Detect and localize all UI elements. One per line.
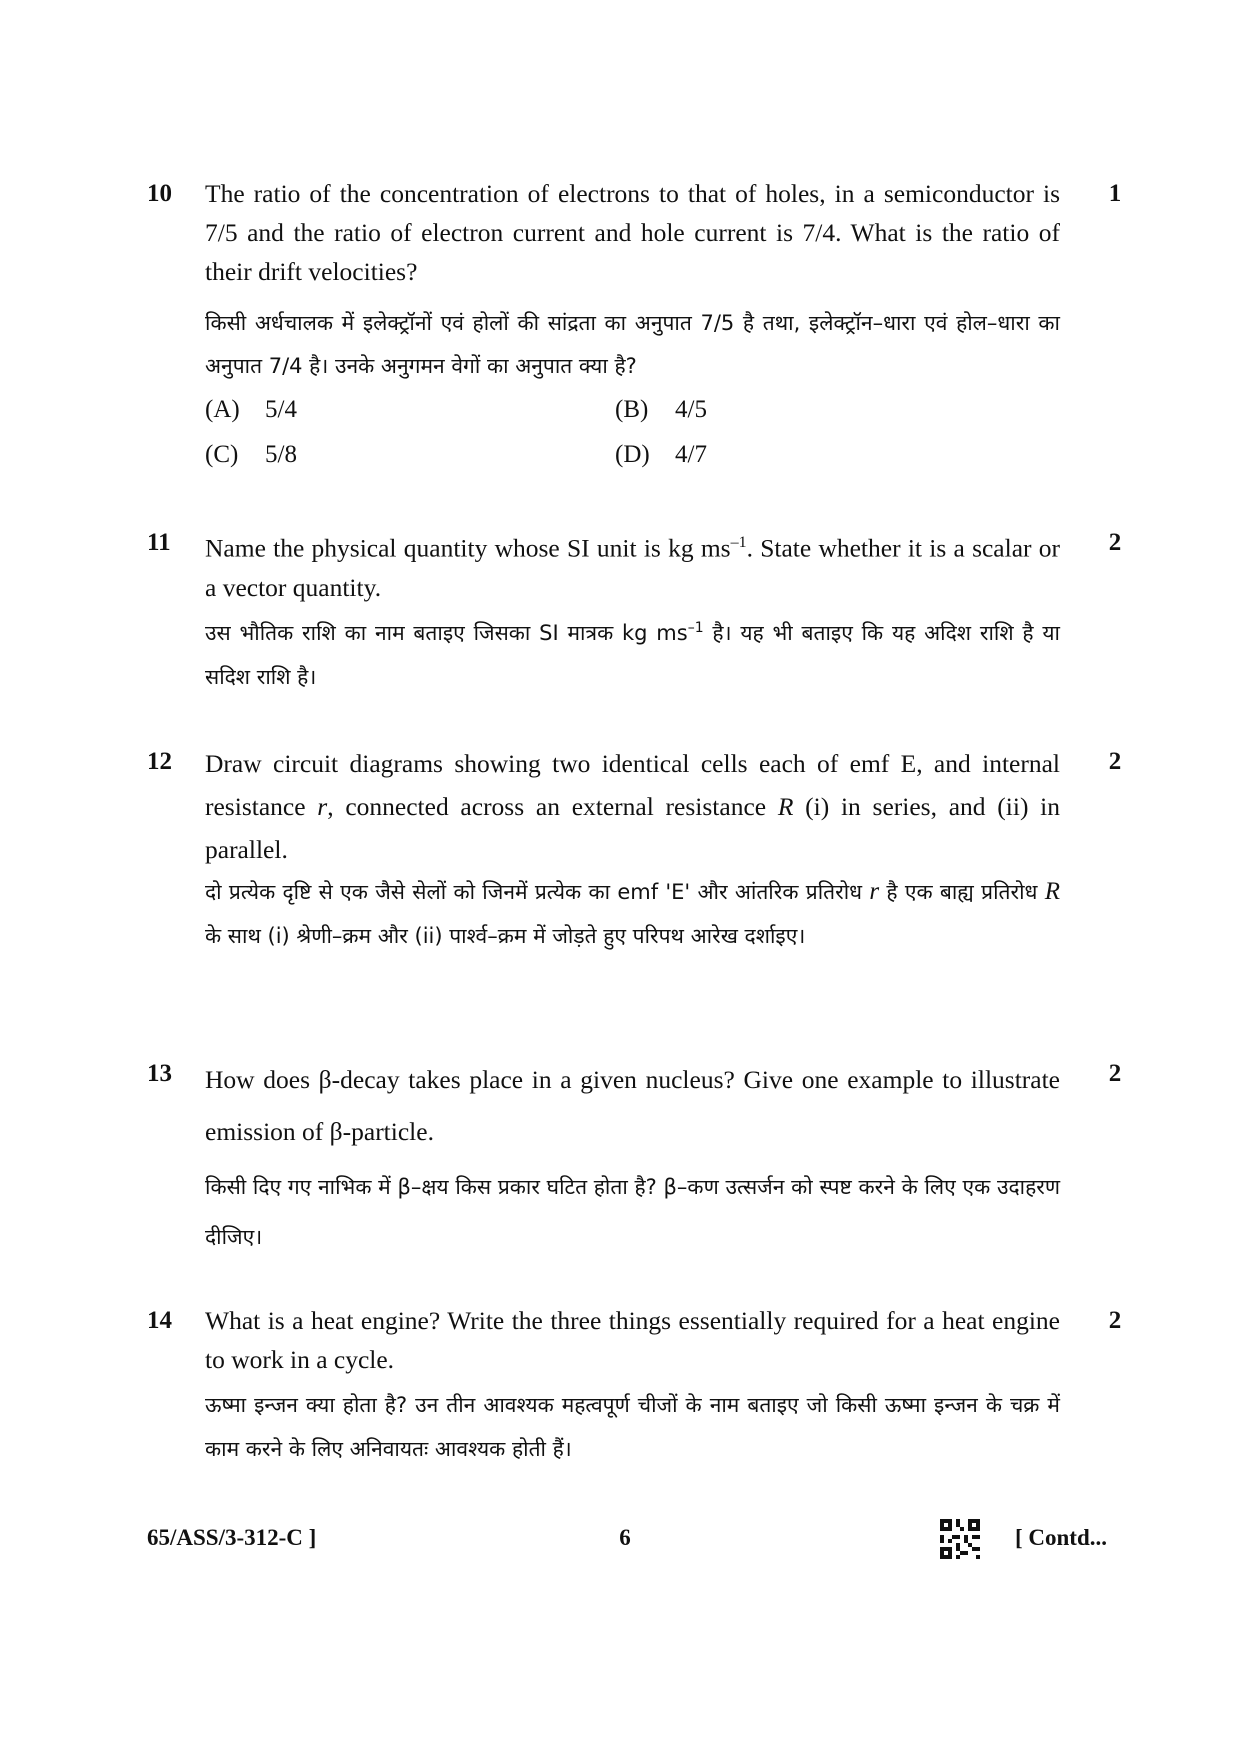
option-label: (B) — [615, 396, 649, 423]
paper-code: 65/ASS/3-312-C ] — [147, 1525, 317, 1550]
question-text-hindi: किसी अर्धचालक में इलेक्ट्रॉनों एवं होलों की सांद्रता का अनुपात 7/5 है तथा, इलेक्ट्रॉन–धारा एवं होल–धारा का अनुपात 7/4 है। उनके अनुगमन वेगों का अनुपात क्या है? — [205, 311, 1060, 378]
question-text-hindi: किसी दिए गए नाभिक में β–क्षय किस प्रकार घटित होता है? β–कण उत्सर्जन को स्पष्ट करने के लिए एक उदाहरण दीजिए। — [205, 1175, 1060, 1249]
option-value: 5/8 — [265, 441, 297, 468]
question-number: 10 — [147, 180, 172, 207]
question-text-english: What is a heat engine? Write the three things essentially required for a heat engine to work in a cycle. — [205, 1306, 1060, 1374]
question-number: 14 — [147, 1307, 172, 1334]
option-label: (C) — [205, 441, 239, 468]
option-c — [205, 435, 297, 475]
question-marks: 2 — [1108, 1060, 1122, 1087]
question-marks: 1 — [1108, 180, 1122, 207]
question-marks: 2 — [1108, 529, 1122, 556]
question-text-english: Draw circuit diagrams showing two identical cells each of emf E, and internal resistance r, connected across an external resistance R (i) in series, and (ii) in parallel. — [205, 749, 1061, 864]
option-label: (D) — [615, 441, 650, 468]
page-number: 6 — [619, 1525, 631, 1550]
question-number: 11 — [147, 529, 171, 556]
option-b — [615, 390, 707, 430]
option-value: 4/7 — [675, 441, 707, 468]
qr-code-icon — [940, 1519, 980, 1559]
question-text-hindi: दो प्रत्येक दृष्टि से एक जैसे सेलों को जिनमें प्रत्येक का emf 'E' और आंतरिक प्रतिरोध r है एक बाह्य प्रतिरोध R के साथ (i) श्रेणी–क्रम और (ii) पार्श्व–क्रम में जोड़ते हुए परिपथ आरेख दर्शाइए। — [205, 878, 1060, 948]
question-text-english: How does β-decay takes place in a given nucleus? Give one example to illustrate emission of β-particle. — [205, 1065, 1060, 1146]
option-a — [205, 390, 297, 430]
option-d — [615, 435, 707, 475]
question-text-english: Name the physical quantity whose SI unit is kg $ms^{-1}$. State whether it is a scalar or a vector quantity. — [205, 533, 1061, 602]
question-marks: 2 — [1108, 748, 1122, 775]
continued-label: [ Contd... — [1015, 1525, 1108, 1550]
question-marks: 2 — [1108, 1307, 1122, 1334]
question-text-hindi: उस भौतिक राशि का नाम बताइए जिसका SI मात्रक kg $ms^{-1}$ है। यह भी बताइए कि यह अदिश राशि है या सदिश राशि है। — [205, 620, 1060, 689]
question-text-hindi: ऊष्मा इन्जन क्या होता है? उन तीन आवश्यक महत्वपूर्ण चीजों के नाम बताइए जो किसी ऊष्मा इन्जन के चक्र में काम करने के लिए अनिवायतः आवश्यक होती हैं। — [205, 1393, 1060, 1461]
question-text-english: The ratio of the concentration of electrons to that of holes, in a semiconductor is 7/5 and the ratio of electron current and hole current is 7/4. What is the ratio of their drift velocities? — [205, 179, 1060, 286]
question-number: 12 — [147, 748, 172, 775]
option-value: 4/5 — [675, 396, 707, 423]
option-label: (A) — [205, 396, 240, 423]
option-value: 5/4 — [265, 396, 297, 423]
question-number: 13 — [147, 1060, 172, 1087]
